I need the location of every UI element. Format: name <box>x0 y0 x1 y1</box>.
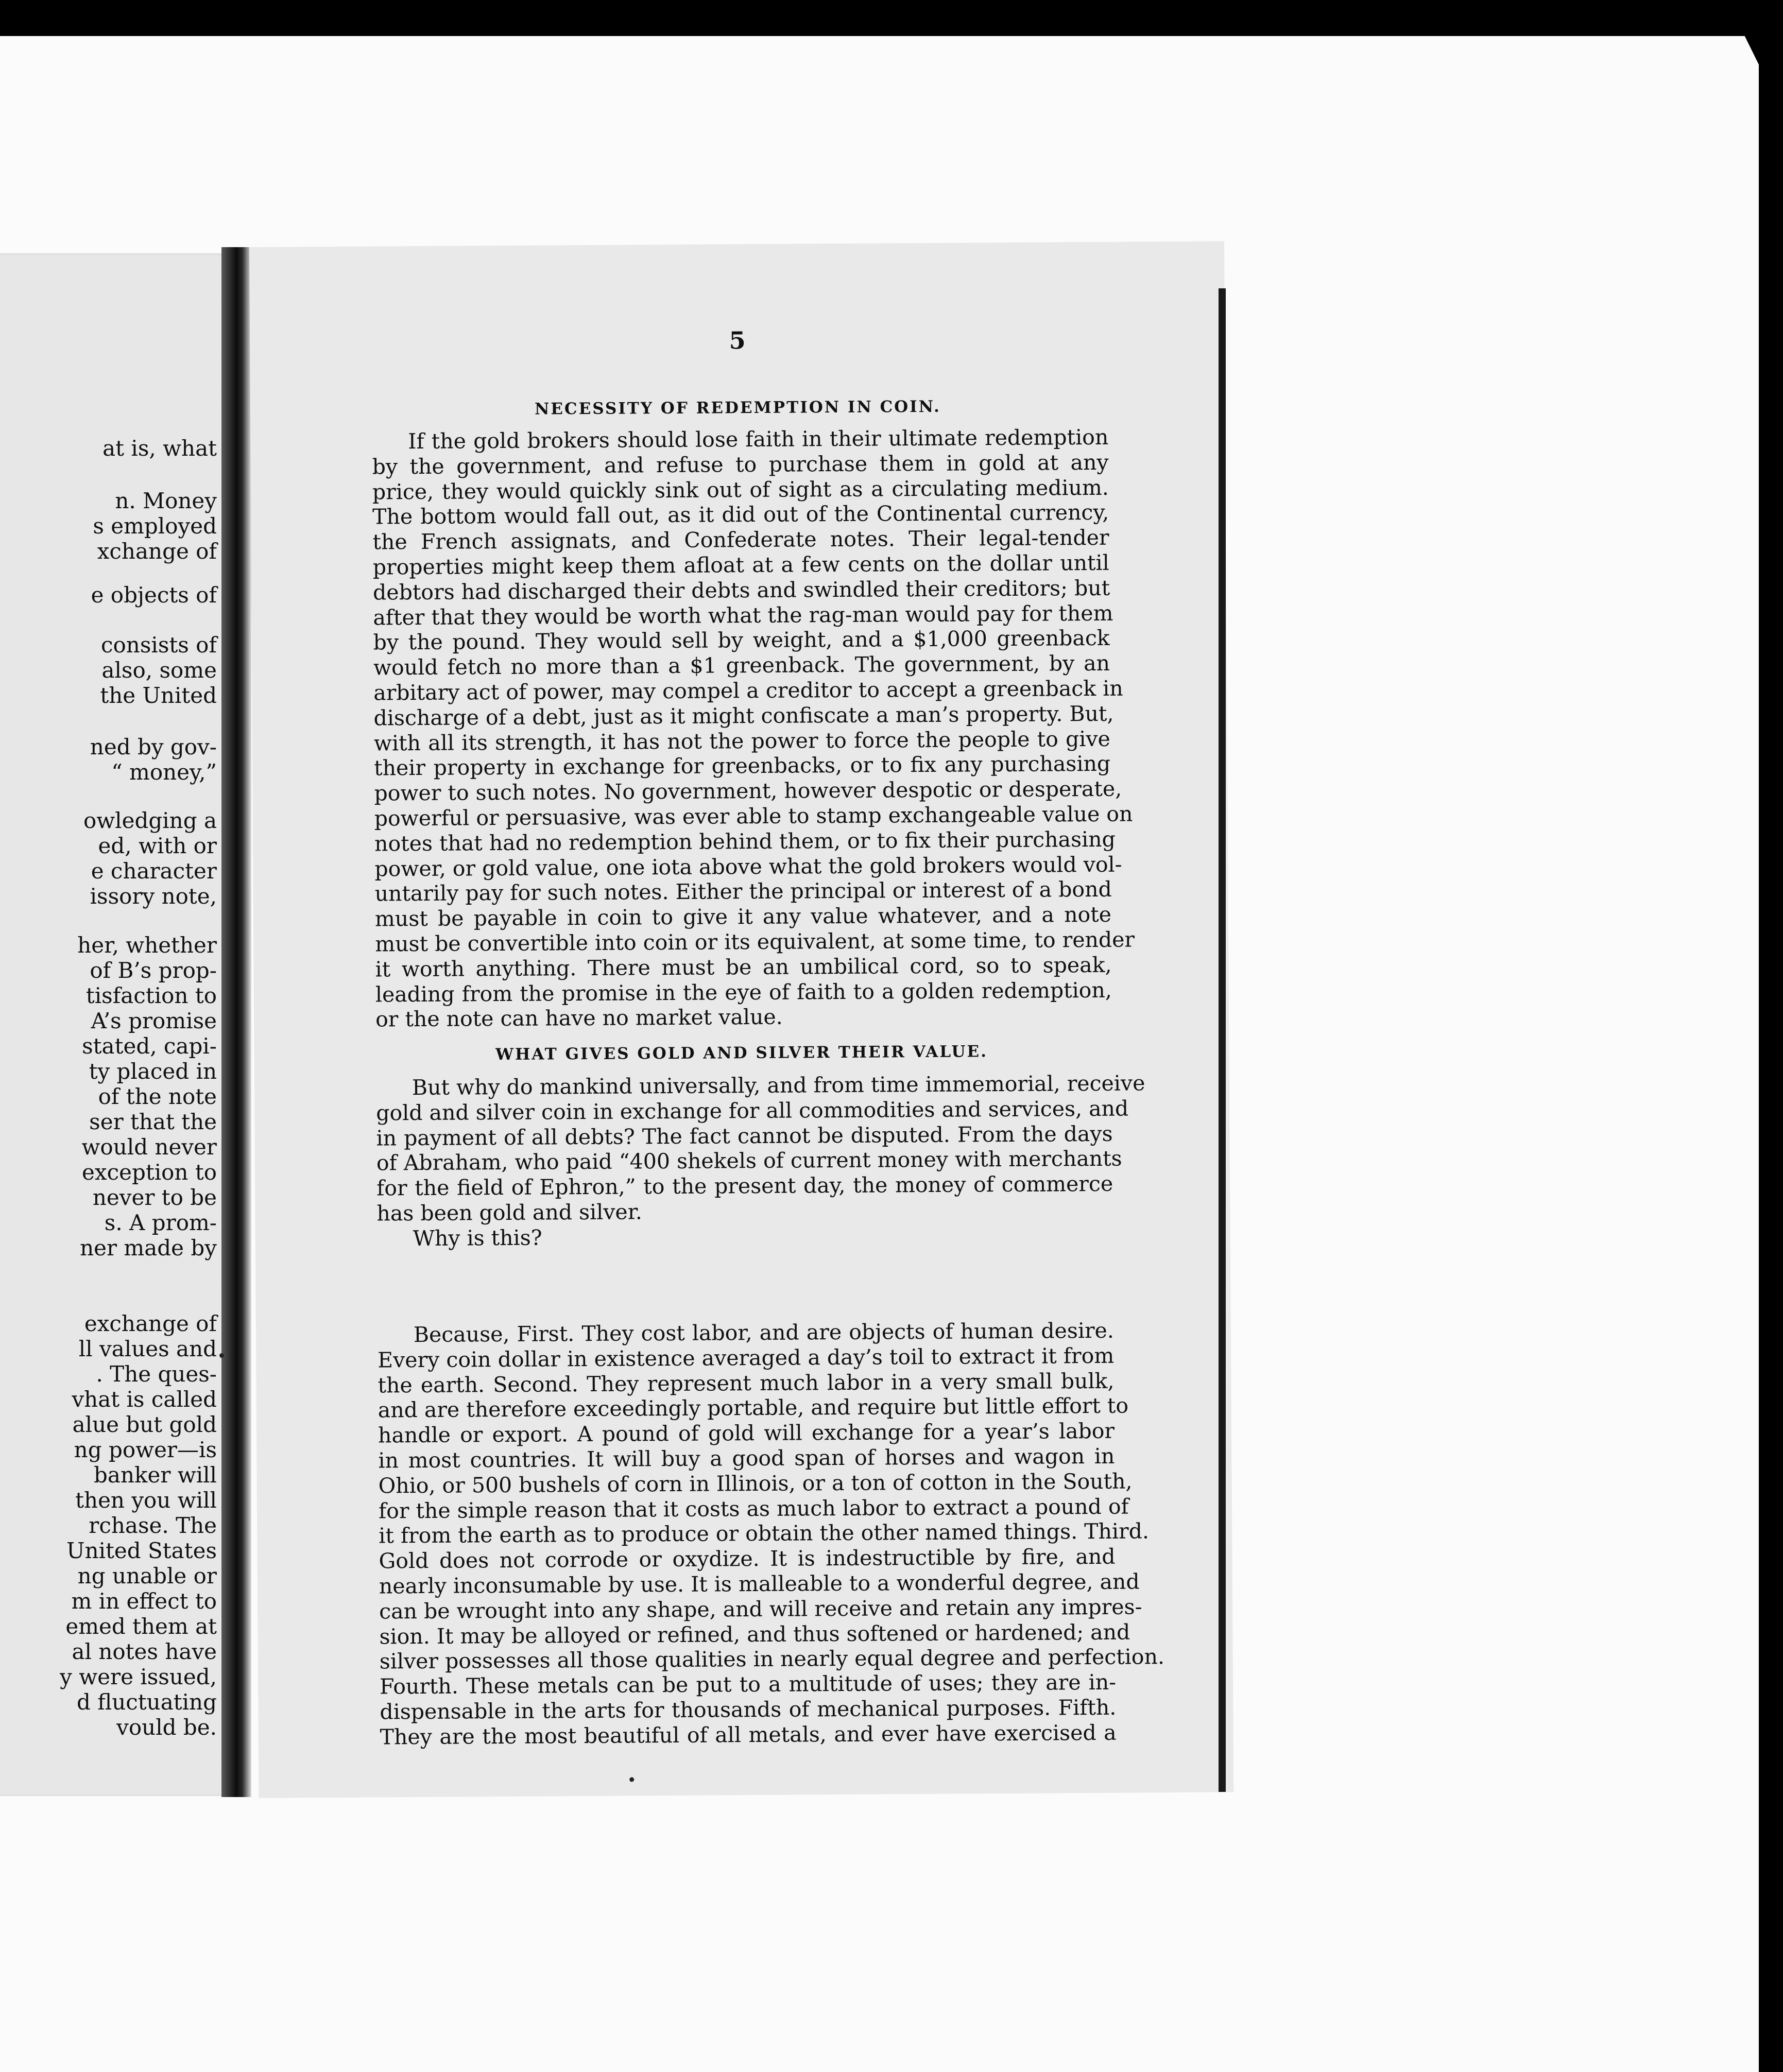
left-fragment: consists of <box>100 632 217 658</box>
text-line: must be payable in coin to give it any value whatever, and a note <box>374 902 1112 931</box>
page-number: 5 <box>729 326 746 355</box>
page-edge-shadow <box>1219 288 1226 1792</box>
left-fragment: rchase. The <box>89 1513 217 1538</box>
text-line: it from the earth as to produce or obtain the other named things. Third. <box>379 1518 1150 1548</box>
left-fragment: the United <box>100 683 217 708</box>
text-line: or the note can have no market value. <box>375 1005 783 1032</box>
left-fragment: n. Money <box>115 488 217 513</box>
text-line: properties might keep them afloat at a few cents on the dollar until <box>372 550 1109 580</box>
left-fragment: . The ques- <box>96 1361 217 1387</box>
text-line: discharge of a debt, just as it might confiscate a man’s property. But, <box>373 701 1114 731</box>
left-fragment: s. A prom- <box>104 1210 217 1235</box>
left-fragment: banker will <box>94 1462 217 1488</box>
text-line: the earth. Second. They represent much labor in a very small bulk, <box>378 1368 1115 1398</box>
text-line: Why is this? <box>413 1225 542 1251</box>
left-fragment: y were issued, <box>60 1664 217 1689</box>
left-fragment: vould be. <box>116 1715 217 1740</box>
text-line: their property in exchange for greenbacks, or to fix any purchasing <box>374 751 1111 781</box>
left-fragment: al notes have <box>72 1639 217 1664</box>
left-fragment: ned by gov- <box>90 734 217 759</box>
text-line: of Abraham, who paid “400 shekels of current money with merchants <box>376 1146 1122 1176</box>
text-line: Every coin dollar in existence averaged a day’s toil to extract it from <box>378 1343 1115 1373</box>
text-line: in most countries. It will buy a good span of horses and wagon in <box>378 1443 1115 1473</box>
ink-speck <box>629 1777 634 1782</box>
left-fragment: xchange of <box>97 539 217 564</box>
paragraph <box>378 1318 1165 1750</box>
left-fragment: emed them at <box>65 1614 217 1639</box>
left-fragment: of the note <box>98 1084 217 1109</box>
text-line: Because, First. They cost labor, and are objects of human desire. <box>413 1318 1115 1348</box>
left-fragment: ng power—is <box>74 1437 217 1462</box>
text-line: must be convertible into coin or its equivalent, at some time, to render <box>375 927 1135 957</box>
text-line: If the gold brokers should lose faith in their ultimate redemption <box>408 424 1109 454</box>
paragraph <box>372 424 1135 1032</box>
left-fragment: ser that the <box>89 1109 217 1134</box>
text-line: in payment of all debts? The fact cannot be disputed. From the days <box>376 1121 1113 1151</box>
text-line: silver possesses all those qualities in nearly equal degree and perfection. <box>379 1644 1165 1674</box>
left-fragment: vhat is called <box>72 1387 217 1412</box>
text-line: dispensable in the arts for thousands of mechanical purposes. Fifth. <box>380 1695 1117 1724</box>
text-line: with all its strength, it has not the power to force the people to give <box>373 726 1111 756</box>
section-heading: WHAT GIVES GOLD AND SILVER THEIR VALUE. <box>495 1042 988 1064</box>
left-fragment: tisfaction to <box>85 983 217 1008</box>
text-line: the French assignats, and Confederate notes. Their legal-tender <box>372 525 1109 555</box>
left-fragment: ll values and <box>78 1336 217 1361</box>
left-fragment: United States <box>66 1538 217 1563</box>
text-line: powerful or persuasive, was ever able to stamp exchangeable value on <box>374 801 1133 831</box>
left-fragment: d fluctuating <box>76 1689 217 1715</box>
text-line: The bottom would fall out, as it did out of the Continental currency, <box>372 500 1109 529</box>
left-fragment: exchange of <box>84 1311 217 1336</box>
left-fragment: alue but gold <box>72 1412 217 1437</box>
text-line: nearly inconsumable by use. It is malleable to a wonderful degree, and <box>379 1569 1140 1599</box>
text-line: for the field of Ephron,” to the present day, the money of commerce <box>376 1171 1113 1201</box>
paragraph <box>376 1070 1145 1251</box>
text-line: Gold does not corrode or oxydize. It is indestructible by fire, and <box>379 1544 1116 1574</box>
text-line: for the simple reason that it costs as much labor to extract a pound of <box>378 1494 1129 1524</box>
text-line: and are therefore exceedingly portable, and require but little effort to <box>378 1393 1129 1423</box>
text-line: arbitary act of power, may compel a creditor to accept a greenback in <box>373 676 1123 705</box>
left-fragment: also, some <box>101 658 217 683</box>
text-line: price, they would quickly sink out of sight as a circulating medium. <box>372 475 1109 505</box>
text-line: it worth anything. There must be an umbilical cord, so to speak, <box>375 952 1112 982</box>
left-fragment: s employed <box>93 513 217 539</box>
left-fragment: of B’s prop- <box>90 958 217 983</box>
text-line: leading from the promise in the eye of faith to a golden redemption, <box>375 977 1112 1007</box>
text-line: sion. It may be alloyed or refined, and thus softened or hardened; and <box>379 1619 1130 1649</box>
left-fragment: her, whether <box>77 933 217 958</box>
text-line: They are the most beautiful of all metals, and ever have exercised a <box>380 1720 1117 1750</box>
text-line: by the government, and refuse to purchase them in gold at any <box>372 450 1109 479</box>
left-fragment: e character <box>91 858 217 884</box>
left-fragment: then you will <box>75 1488 217 1513</box>
left-fragment: owledging a <box>83 808 217 833</box>
left-fragment: issory note, <box>90 884 217 909</box>
left-fragment: exception to <box>82 1160 217 1185</box>
text-line: after that they would be worth what the rag-man would pay for them <box>373 600 1113 630</box>
left-fragment: would never <box>81 1134 217 1160</box>
left-fragment: ner made by <box>80 1235 217 1261</box>
left-fragment: ed, with or <box>98 833 217 858</box>
text-line: gold and silver coin in exchange for all commodities and services, and <box>376 1096 1129 1126</box>
text-line: debtors had discharged their debts and swindled their creditors; but <box>372 575 1110 605</box>
section-heading: NECESSITY OF REDEMPTION IN COIN. <box>534 397 941 419</box>
text-line: handle or export. A pound of gold will exchange for a year’s labor <box>378 1418 1115 1448</box>
text-line: would fetch no more than a $1 greenback. The government, by an <box>373 650 1110 680</box>
ink-speck <box>219 1353 224 1358</box>
text-line: notes that had no redemption behind them, or to fix their purchasing <box>374 826 1116 856</box>
left-fragment: at is, what <box>102 436 217 461</box>
text-line: can be wrought into any shape, and will receive and retain any impres- <box>379 1594 1142 1624</box>
left-fragment: “ money,” <box>111 759 217 785</box>
left-fragment: m in effect to <box>71 1588 217 1614</box>
book-gutter <box>221 247 251 1797</box>
left-fragment: ng unable or <box>77 1563 217 1588</box>
text-line: Fourth. These metals can be put to a multitude of uses; they are in- <box>379 1669 1117 1699</box>
text-line: untarily pay for such notes. Either the principal or interest of a bond <box>374 877 1112 906</box>
text-line: Ohio, or 500 bushels of corn in Illinois, or a ton of cotton in the South, <box>378 1469 1133 1498</box>
left-fragment: A’s promise <box>91 1008 217 1033</box>
text-line: has been gold and silver. <box>376 1199 643 1226</box>
left-fragment: ty placed in <box>89 1059 217 1084</box>
left-fragment: e objects of <box>91 582 217 608</box>
text-line: power to such notes. No government, however despotic or desperate, <box>374 776 1122 806</box>
text-line: by the pound. They would sell by weight, and a $1,000 greenback <box>373 626 1110 655</box>
left-fragment: never to be <box>92 1185 217 1210</box>
left-fragment: stated, capi- <box>82 1033 217 1059</box>
text-line: power, or gold value, one iota above what the gold brokers would vol- <box>374 852 1122 882</box>
left-page <box>0 253 229 1796</box>
text-line: But why do mankind universally, and from time immemorial, receive <box>412 1070 1145 1100</box>
right-page <box>249 241 1233 1798</box>
